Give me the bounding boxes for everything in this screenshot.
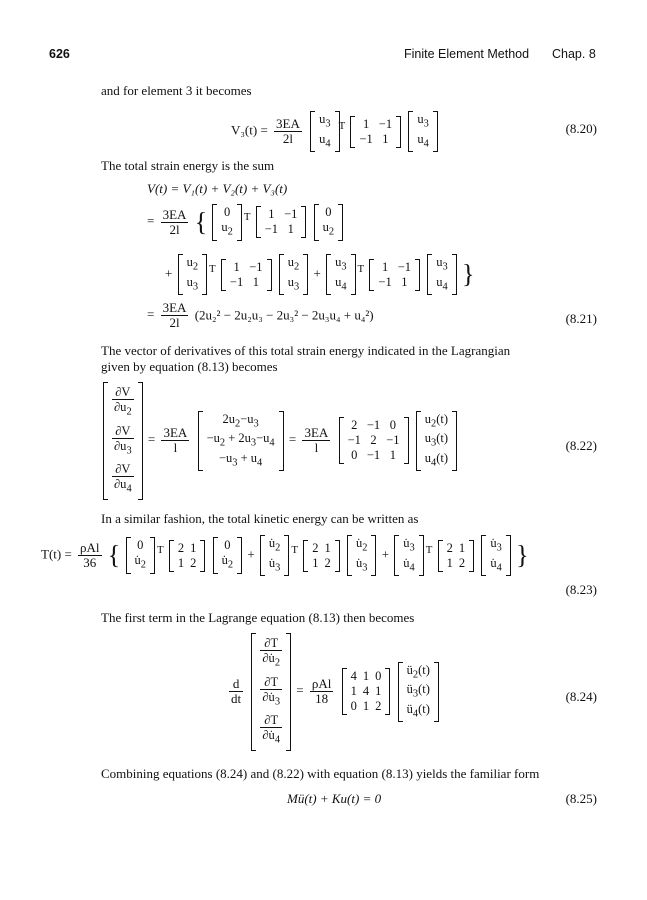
matrix: $2u_2-u_3$ $-u_2 + 2u_3-u_4$ $-u_3 + u_4$ <box>198 411 284 472</box>
gradient-vector: $\frac{\partial T}{\partial u̇_2}$ $\frac{\partial T}{\partial u̇_3}$ $\frac{\partial T}{\partial u̇_4}$ <box>251 633 291 751</box>
matrix: 1 −1 −1 1 <box>350 116 401 148</box>
equation-8-23: T(t) = $\frac{\text{ρAl}}{36}$ { 0 $u̇_2$ $^T$ 2 1 1 2 0 $u̇_2$ + $u̇_2$ $u̇_3$ $^T$ 2 1 1 2 $u̇_2$ $u̇_3$ + $u̇_3$ $u̇_4$ $^T$ 2 1 1 2 $u̇_3$ $u̇_4$ } <box>41 535 529 576</box>
equation-8-20: V₃(t) = $\frac{3EA}{2l}$ $u_3$ $u_4$ $^T$ 1 −1 −1 1 $u_3$ $u_4$ <box>231 111 440 152</box>
paragraph: In a similar fashion, the total kinetic energy can be written as <box>101 511 419 526</box>
paragraph: The first term in the Lagrange equation (8.13) then becomes <box>101 610 415 625</box>
paragraph: and for element 3 it becomes <box>101 83 252 98</box>
chapter-label: Chap. 8 <box>552 47 596 61</box>
fraction: $\frac{\text{ρAl}}{18}$ <box>311 676 332 707</box>
matrix: 0 $u_2$ <box>212 204 241 241</box>
equation-8-21-line4: = $\frac{3EA}{2l}$ (2u₂² − 2u₂u₃ − 2u₃² − 2u₃u₄ + u₄²) <box>147 300 374 330</box>
matrix: $u̇_3$ $u̇_4$ <box>394 535 423 576</box>
equation-8-21-line2: = $\frac{3EA}{2l}$ { 0 $u_2$ $^T$ 1 −1 −1 1 0 $u_2$ <box>147 204 345 241</box>
matrix: $u_3$ $u_4$ <box>326 254 355 295</box>
matrix: 1 −1 −1 1 <box>221 259 272 291</box>
stiffness-matrix: 2 −1 0 −1 2 −1 0 −1 1 <box>339 417 409 464</box>
fraction: $\frac{3EA}{2l}$ <box>162 206 187 237</box>
matrix: 2 1 1 2 <box>303 540 340 572</box>
fraction: $\frac{3EA}{l}$ <box>304 425 329 456</box>
matrix: 2 1 1 2 <box>438 540 475 572</box>
matrix: 0 $u̇_2$ <box>213 537 242 574</box>
equation-number: (8.21) <box>565 311 597 326</box>
paragraph: The vector of derivatives of this total strain energy indicated in the Lagrangian <box>101 343 511 358</box>
matrix: 2 1 1 2 <box>169 540 206 572</box>
equation-lhs: V₃(t) = <box>231 122 268 138</box>
equation-number: (8.25) <box>565 791 597 806</box>
matrix: 1 −1 −1 1 <box>369 259 420 291</box>
page-number: 626 <box>49 47 70 61</box>
fraction: $\frac{3EA}{2l}$ <box>162 300 187 330</box>
matrix: $u_2$ $u_3$ <box>178 254 207 295</box>
matrix: $u̇_2$ $u̇_3$ <box>260 535 289 576</box>
equation-number: (8.23) <box>565 582 597 597</box>
matrix: $u_3$ $u_4$ <box>408 111 437 152</box>
fraction: $\frac{3EA}{l}$ <box>163 425 188 456</box>
running-title: Finite Element Method <box>404 47 530 61</box>
equation-number: (8.24) <box>565 689 597 704</box>
equation-lhs: T(t) = <box>41 546 72 562</box>
fraction: $\frac{\text{ρAl}}{36}$ <box>80 540 100 570</box>
matrix: $u_2(t)$ $u_3(t)$ $u_4(t)$ <box>416 411 457 472</box>
gradient-vector: $\frac{\partial V}{\partial u_2}$ $\frac{\partial V}{\partial u_3}$ $\frac{\partial V}{\partial u_4}$ <box>103 382 143 500</box>
equation-8-22: $\frac{\partial V}{\partial u_2}$ $\frac{\partial V}{\partial u_3}$ $\frac{\partial V}{\partial u_4}$ = $\frac{3EA}{l}$ $2u_2-u_3$ $-u_2 + 2u_3-u_4$ $-u_3 + u_4$ = $\frac{3EA}{l}$ 2 −1 0 −1 2 −1 0 −1 1 $u_2(t)$ $u_3(t)$ $u_4(t)$ <box>101 382 459 500</box>
paragraph: Combining equations (8.24) and (8.22) with equation (8.13) yields the familiar form <box>101 766 540 781</box>
matrix: $u_3$ $u_4$ <box>310 111 339 152</box>
paragraph: given by equation (8.13) becomes <box>101 359 278 374</box>
fraction: $\frac{3EA}{2l}$ <box>276 116 300 146</box>
matrix: $u_2$ $u_3$ <box>279 254 308 295</box>
equation-number: (8.20) <box>565 121 597 136</box>
matrix: $u_3$ $u_4$ <box>427 254 456 295</box>
matrix: $u̇_3$ $u̇_4$ <box>481 535 510 576</box>
equation-8-21-line1: V(t) = V₁(t) + V₂(t) + V₃(t) <box>147 181 288 196</box>
paragraph: The total strain energy is the sum <box>101 158 275 173</box>
matrix: 1 −1 −1 1 <box>256 206 307 238</box>
mass-matrix: 4 1 0 1 4 1 0 1 2 <box>342 668 391 715</box>
matrix: $u̇_2$ $u̇_3$ <box>347 535 376 576</box>
equation-8-25: Mü(t) + Ku(t) = 0 <box>287 791 382 806</box>
matrix: $ü_2(t)$ $ü_3(t)$ $ü_4(t)$ <box>398 662 439 723</box>
equation-8-21-line3: + $u_2$ $u_3$ $^T$ 1 −1 −1 1 $u_2$ $u_3$ + $u_3$ $u_4$ $^T$ 1 −1 −1 1 $u_3$ $u_4$ } <box>165 254 474 295</box>
equation-number: (8.22) <box>565 438 597 453</box>
equation-8-24: $\frac{d}{dt}$ $\frac{\partial T}{\partial u̇_2}$ $\frac{\partial T}{\partial u̇_3}$ $\frac{\partial T}{\partial u̇_4}$ = $\frac{\text{ρAl}}{18}$ 4 1 0 1 4 1 0 1 2 $ü_2(t)$ $ü_3(t)$ $ü_4(t)$ <box>226 633 441 751</box>
polynomial: (2u₂² − 2u₂u₃ − 2u₃² − 2u₃u₄ + u₄²) <box>194 307 374 323</box>
matrix: 0 $u_2$ <box>314 204 343 241</box>
matrix: 0 $u̇_2$ <box>126 537 155 574</box>
fraction: $\frac{d}{dt}$ <box>231 676 242 707</box>
